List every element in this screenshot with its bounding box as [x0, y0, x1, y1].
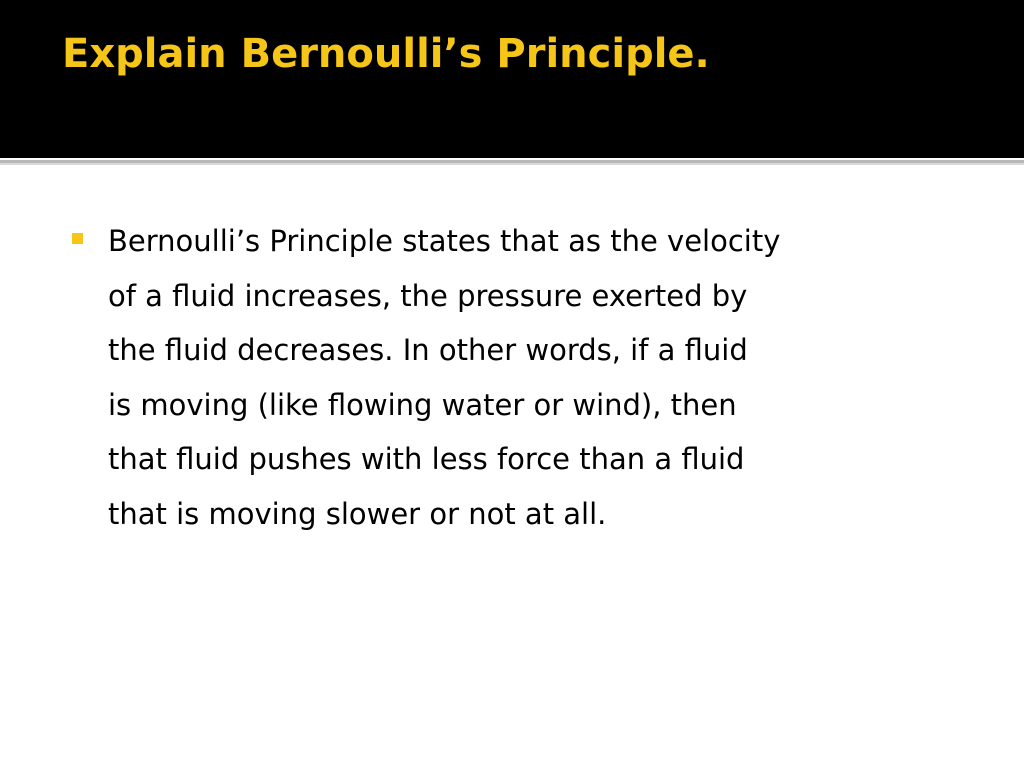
square-bullet-icon: [72, 233, 83, 244]
bullet-text: Bernoulli’s Principle states that as the velocity of a fluid increases, the pressure exerted by the fluid decreases. In other words, if a fluid is moving (like flowing water or wind), then that fluid pushes with less force than a fluid that is moving slower or not at all.: [108, 224, 781, 531]
title-divider-shadow: [0, 163, 1024, 165]
slide-body: [72, 214, 972, 541]
bullet-item: [72, 214, 972, 541]
slide-title: Explain Bernoulli’s Principle.: [62, 31, 710, 77]
title-bar: [0, 0, 1024, 158]
